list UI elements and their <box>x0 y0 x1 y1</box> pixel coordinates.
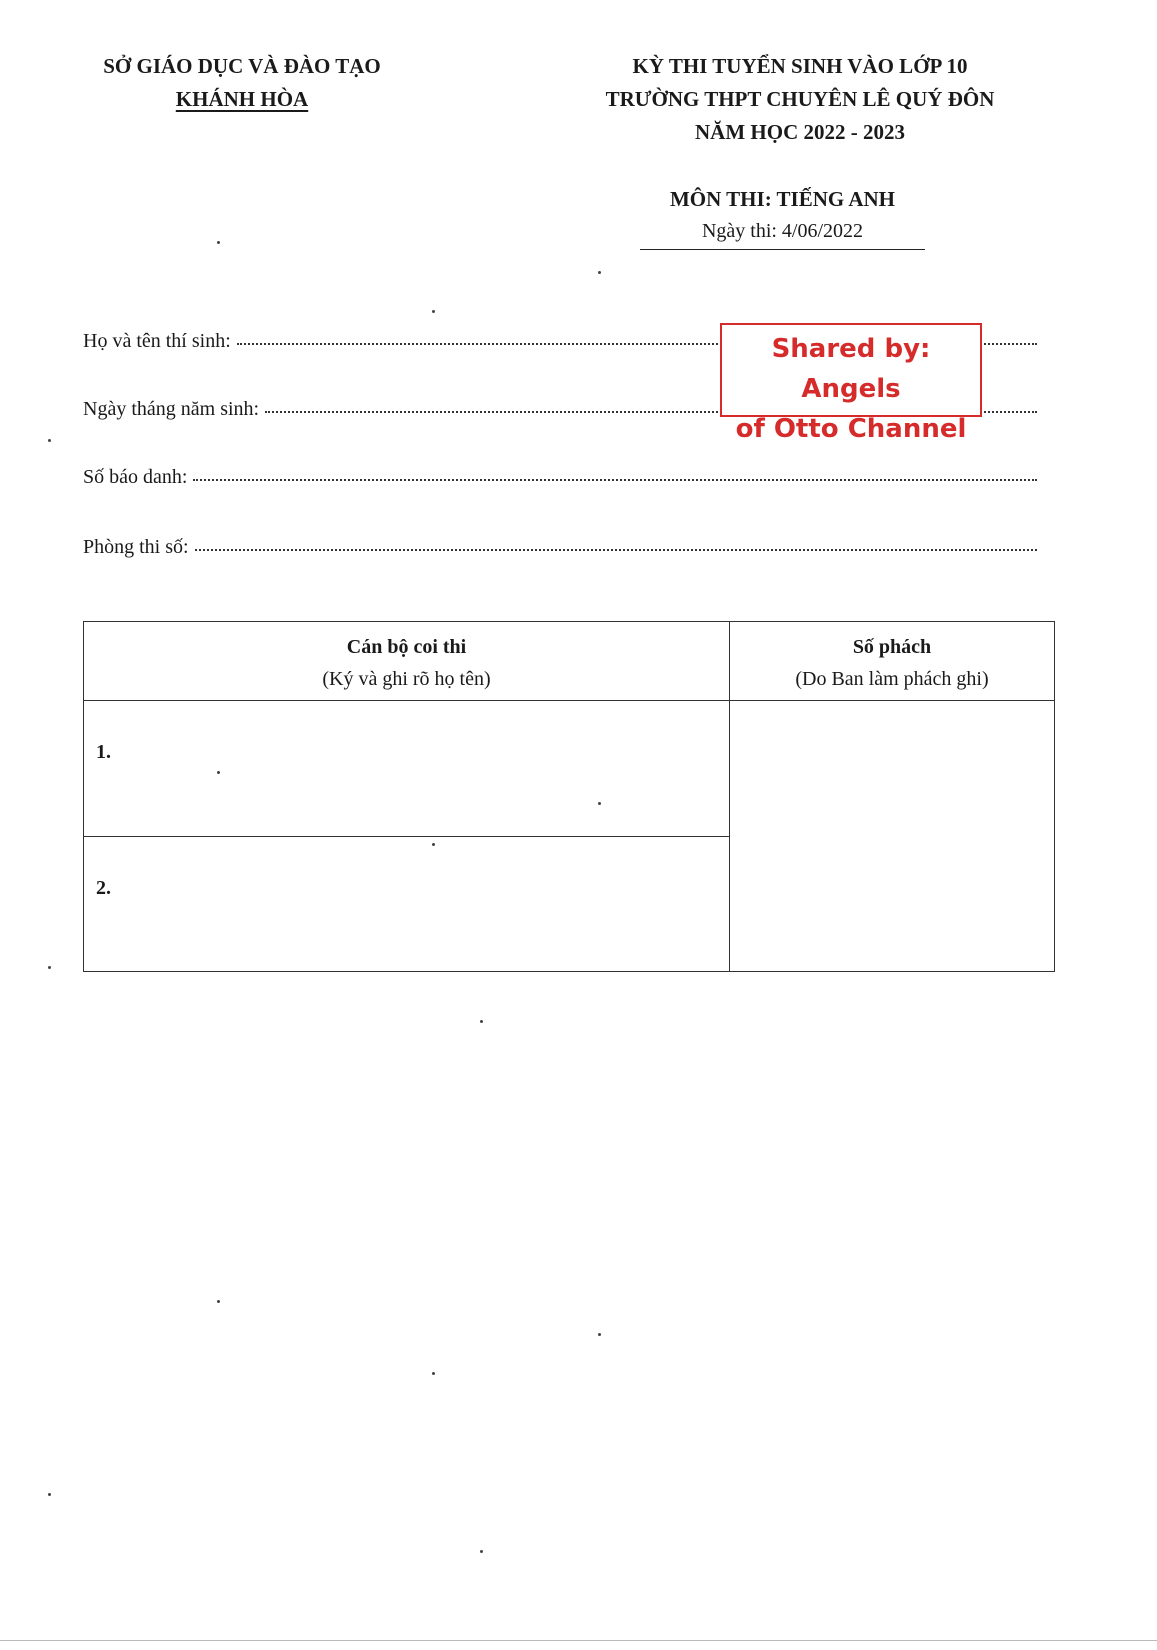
scan-speck <box>432 843 435 846</box>
subject-title: MÔN THI: TIẾNG ANH <box>669 187 895 211</box>
school-year: NĂM HỌC 2022 - 2023 <box>695 120 905 144</box>
invigilator-title: Cán bộ coi thi <box>346 636 467 658</box>
invigilator-slot-2[interactable] <box>84 836 730 971</box>
scan-speck <box>48 966 51 969</box>
school-name: TRƯỜNG THPT CHUYÊN LÊ QUÝ ĐÔN <box>605 87 995 111</box>
candidate-number-field[interactable] <box>83 466 1037 489</box>
province-name: KHÁNH HÒA <box>175 87 309 111</box>
scan-speck <box>48 439 51 442</box>
invigilator-slot-1[interactable] <box>84 701 730 836</box>
page-edge <box>0 1640 1157 1641</box>
candidate-number-label: Số báo danh: <box>83 466 188 488</box>
watermark-stamp <box>720 323 982 444</box>
candidate-name-label: Họ và tên thí sinh: <box>83 330 231 352</box>
code-number-title: Số phách <box>852 636 932 658</box>
exam-room-label: Phòng thi số: <box>83 536 189 558</box>
slot-number: 2. <box>96 876 111 899</box>
scan-speck <box>217 1300 220 1303</box>
dotted-line <box>195 545 1037 551</box>
signature-table <box>83 621 1055 972</box>
code-number-note: (Do Ban làm phách ghi) <box>795 668 989 690</box>
invigilator-note: (Ký và ghi rõ họ tên) <box>322 668 491 690</box>
stamp-line-2: of Otto Channel <box>735 414 967 444</box>
scan-speck <box>432 1372 435 1375</box>
scan-speck <box>217 771 220 774</box>
scan-speck <box>480 1550 483 1553</box>
department-name: SỞ GIÁO DỤC VÀ ĐÀO TẠO <box>103 54 381 78</box>
exam-title: KỲ THI TUYỂN SINH VÀO LỚP 10 <box>632 54 968 78</box>
scan-speck <box>598 802 601 805</box>
exam-title-block <box>560 50 1040 149</box>
subject-block <box>640 183 925 250</box>
scan-speck <box>480 1020 483 1023</box>
scan-speck <box>432 310 435 313</box>
scan-speck <box>217 241 220 244</box>
exam-room-field[interactable] <box>83 536 1037 559</box>
dotted-line <box>193 475 1037 481</box>
date-of-birth-label: Ngày tháng năm sinh: <box>83 398 260 420</box>
code-number-box[interactable] <box>730 701 1055 972</box>
scan-speck <box>48 1493 51 1496</box>
issuing-department <box>62 50 422 116</box>
invigilator-header <box>84 622 730 701</box>
exam-date: Ngày thi: 4/06/2022 <box>640 215 925 250</box>
slot-number: 1. <box>96 741 111 764</box>
scan-speck <box>598 271 601 274</box>
code-number-header <box>730 622 1055 701</box>
stamp-line-1: Shared by: Angels <box>771 334 931 404</box>
scan-speck <box>598 1333 601 1336</box>
